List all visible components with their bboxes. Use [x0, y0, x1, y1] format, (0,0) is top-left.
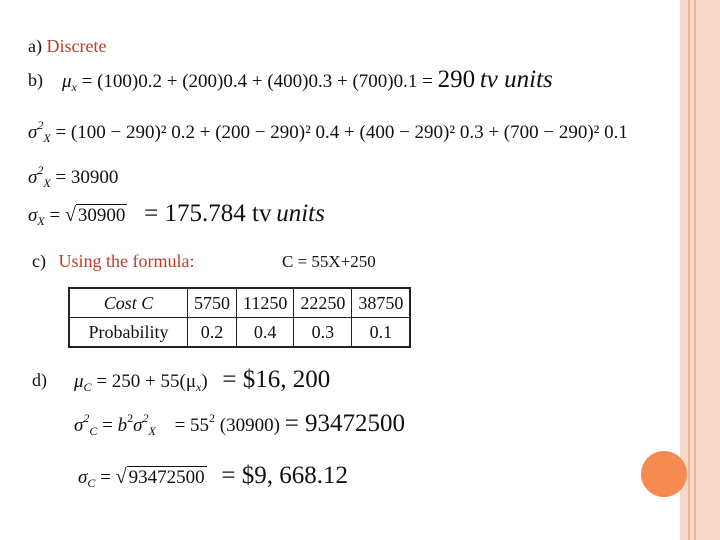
table-cell: 0.3	[294, 318, 352, 348]
sd-c-result: = $9, 668.12	[221, 462, 348, 489]
sd-c-equation: $\sigma_C$ = √ 93472500 = $9, 668.12	[78, 462, 348, 490]
table-cell: 0.2	[188, 318, 237, 348]
sqrt-icon: √	[64, 204, 76, 226]
part-b-letter: b)	[28, 70, 43, 90]
table-cell: 11250	[237, 288, 294, 318]
table-cell: 38750	[352, 288, 411, 318]
sd-x-result: = 175.784 tv	[144, 200, 272, 227]
decorative-line-right	[694, 0, 696, 540]
sd-x-equation: $\sigma_X$ = √ 30900 = 175.784 tv units	[28, 200, 325, 228]
decorative-circle	[641, 451, 687, 497]
mu-c-symbol: $\mu_C$	[74, 371, 92, 394]
table-header-probability: Probability	[69, 318, 188, 348]
mean-x-expression: = (100)0.2 + (200)0.4 + (400)0.3 + (700)0.1 =	[81, 71, 433, 92]
sqrt-icon: √	[115, 466, 127, 488]
table-header-cost: Cost C	[69, 288, 188, 318]
table-cell: 0.1	[352, 318, 411, 348]
mean-c-equation: $\mu_C = 250 + 55(\mu_x)$ = $16, 200	[74, 366, 331, 394]
probability-table	[68, 287, 411, 348]
mean-c-expression: = 250 + 55(μ	[96, 371, 197, 392]
sd-c-radicand: 93472500	[128, 467, 205, 488]
part-a-letter: a)	[28, 36, 42, 56]
variance-x-value	[28, 163, 118, 191]
variance-c-mid: = 55	[174, 415, 210, 436]
table-cell: 5750	[188, 288, 237, 318]
variance-x-value-text: = 30900	[55, 167, 119, 188]
variance-c-result: = 93472500	[284, 410, 406, 437]
part-c-letter: c)	[32, 251, 46, 271]
sigma-sq-x-symbol-2: $\sigma^2_X$	[28, 163, 51, 190]
mean-x-result: 290	[437, 66, 476, 93]
variance-c-equation: $\sigma^2_C = b^2\sigma^2_X = 55^2$ (30900) = 93472500	[74, 410, 406, 438]
part-a	[28, 36, 106, 57]
cost-formula: C = 55X+250	[282, 252, 376, 271]
table-row	[69, 288, 410, 318]
sigma-sq-x-symbol: $\sigma^2_X$	[28, 118, 51, 145]
part-a-text: Discrete	[46, 36, 107, 56]
variance-x-equation	[28, 118, 628, 146]
variance-c-paren: (30900)	[219, 415, 280, 436]
part-c-text: Using the formula:	[58, 251, 195, 271]
variance-x-expression: = (100 − 290)² 0.2 + (200 − 290)² 0.4 + (400 − 290)² 0.3 + (700 − 290)² 0.1	[55, 122, 628, 143]
sd-x-radicand: 30900	[77, 205, 126, 226]
mean-x-equation	[62, 66, 553, 95]
part-c	[32, 251, 194, 272]
mean-x-units: tv units	[479, 66, 553, 93]
part-d-letter: d)	[32, 370, 47, 390]
sigma-sq-c-symbol: $\sigma^2_C$	[74, 411, 98, 438]
sd-x-units: units	[276, 200, 325, 227]
table-row	[69, 318, 410, 348]
table-cell: 22250	[294, 288, 352, 318]
decorative-line-left	[688, 0, 690, 540]
decorative-border-band	[680, 0, 720, 540]
mean-c-result: = $16, 200	[222, 366, 331, 393]
sigma-c-symbol: $\sigma_C$	[78, 467, 96, 490]
table-cell: 0.4	[237, 318, 294, 348]
mu-x-symbol: $\mu_x$	[62, 71, 77, 94]
sigma-x-symbol: $\sigma_X$	[28, 205, 45, 228]
